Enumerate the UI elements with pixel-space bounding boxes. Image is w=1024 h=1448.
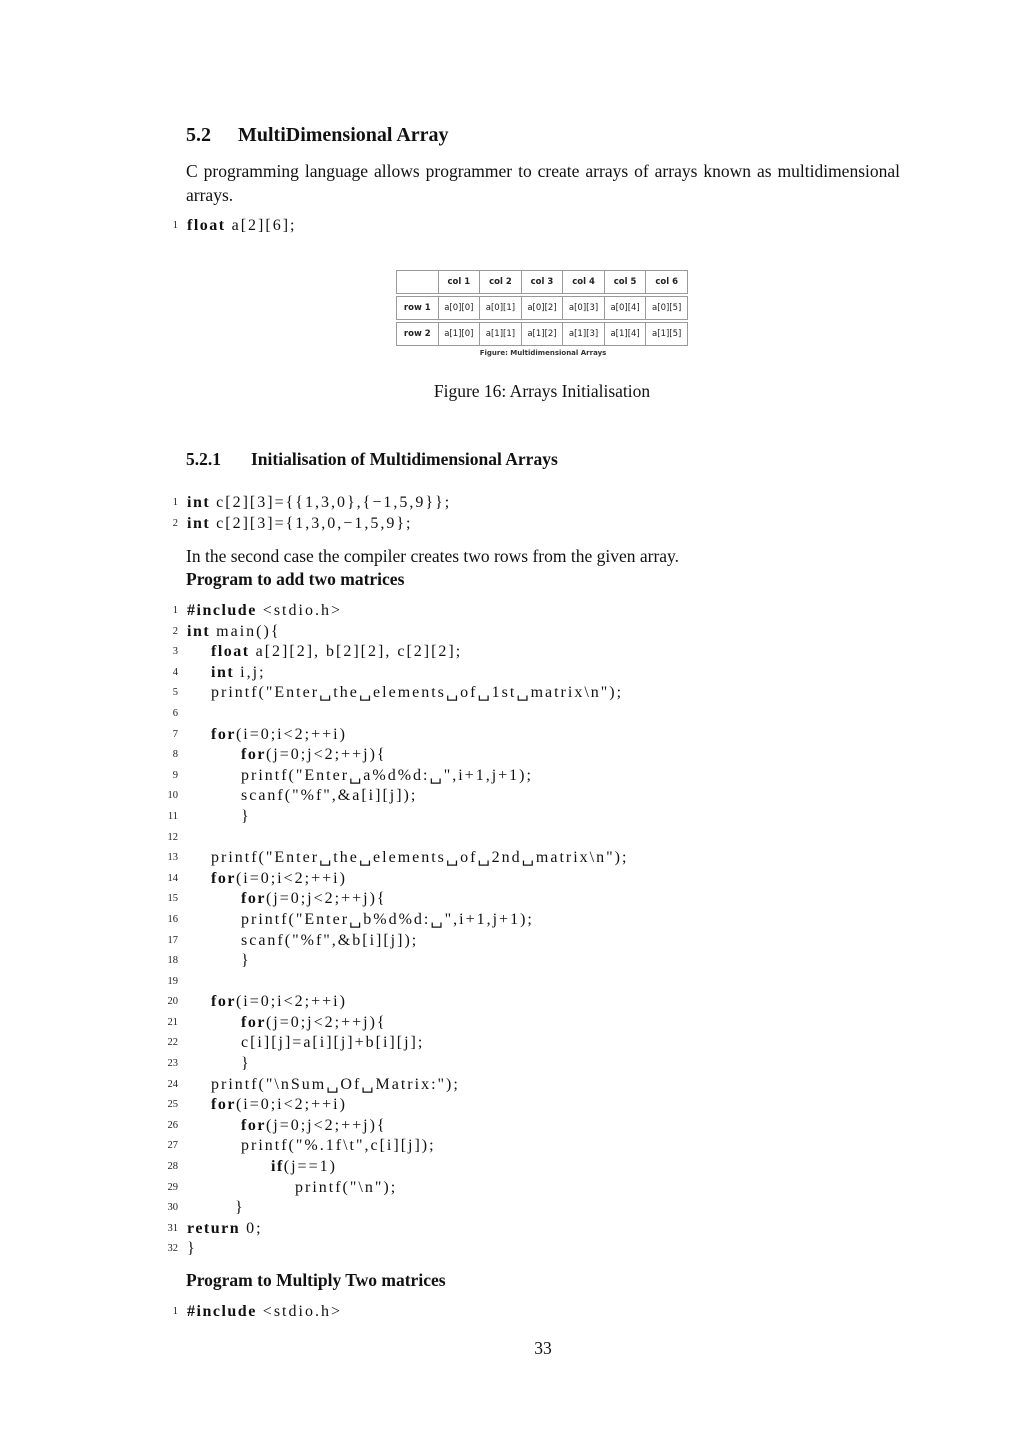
code-text (187, 514, 412, 535)
line-number: 13 (167, 852, 178, 864)
intro-paragraph: C programming language allows programmer to create arrays of arrays known as multidimensional arrays. (186, 161, 900, 205)
code-line (160, 1136, 920, 1157)
code-line (160, 848, 920, 869)
code-content: } (235, 1199, 245, 1217)
code-content: 0; (240, 1219, 263, 1237)
code-keyword: for (241, 746, 266, 764)
code-keyword: int (187, 494, 211, 511)
code-keyword: for (241, 890, 266, 908)
code-keyword: int (211, 663, 235, 681)
table-cell: a[1][0] (438, 323, 480, 346)
code-content: main(){ (210, 622, 281, 640)
code-listing-add-matrices (160, 601, 920, 1260)
table-row (397, 297, 688, 320)
line-number: 1 (172, 497, 178, 508)
figure-caption: Figure 16: Arrays Initialisation (433, 381, 651, 401)
code-line (160, 704, 920, 725)
figure-inner-caption: Figure: Multidimensional Arrays (479, 349, 607, 357)
section-number: 5.2 (186, 124, 211, 146)
code-line (160, 1013, 920, 1034)
page-number: 33 (534, 1338, 552, 1358)
code-keyword: for (211, 993, 236, 1011)
code-text (187, 1116, 387, 1137)
table-cell: a[0][4] (604, 297, 646, 320)
code-text (187, 601, 342, 622)
code-line (160, 1178, 920, 1199)
table-header-cell (397, 271, 439, 294)
code-content: (i=0;i<2;++i) (235, 1096, 347, 1114)
code-keyword: int (187, 514, 211, 532)
code-content: (j=0;j<2;++j){ (265, 746, 387, 764)
line-number: 1 (172, 1306, 178, 1317)
code-line (160, 493, 920, 514)
code-text (187, 1095, 347, 1116)
code-line (160, 1075, 920, 1096)
line-number: 11 (167, 810, 178, 822)
code-keyword: float (211, 643, 250, 661)
table-header-cell: col 4 (563, 271, 605, 294)
table-cell: a[0][1] (480, 297, 522, 320)
line-number: 30 (167, 1202, 178, 1214)
code-content: printf("\nSum␣Of␣Matrix:"); (211, 1075, 460, 1093)
code-text (187, 931, 418, 952)
code-content: c[2][3]={1,3,0,−1,5,9}; (210, 514, 413, 532)
table-cell: a[0][5] (646, 297, 688, 320)
code-content: (i=0;i<2;++i) (235, 725, 347, 743)
line-number: 2 (172, 517, 178, 529)
code-text (187, 1033, 424, 1054)
code-line (160, 1157, 920, 1178)
code-content: (j=0;j<2;++j){ (265, 1116, 387, 1134)
line-number: 2 (172, 625, 178, 637)
code-line (160, 807, 920, 828)
code-line (160, 622, 920, 643)
code-content: a[2][6]; (225, 217, 297, 234)
array-layout-table (396, 270, 688, 346)
program-add-heading: Program to add two matrices (186, 569, 405, 589)
code-text (187, 1239, 197, 1260)
code-text (187, 786, 417, 807)
table-header-cell: col 5 (604, 271, 646, 294)
code-line (160, 828, 920, 849)
code-content: (i=0;i<2;++i) (235, 993, 347, 1011)
line-number: 5 (172, 687, 178, 699)
code-keyword: for (211, 869, 236, 887)
section-title: MultiDimensional Array (238, 124, 449, 146)
code-keyword: #include (187, 1303, 257, 1320)
line-number: 24 (167, 1078, 178, 1090)
line-number: 18 (167, 955, 178, 967)
code-keyword: #include (187, 602, 257, 619)
code-content: (j=0;j<2;++j){ (265, 1013, 387, 1031)
code-keyword: for (241, 1013, 266, 1031)
code-text (187, 1075, 460, 1096)
line-number: 21 (167, 1016, 178, 1028)
code-line (160, 1219, 920, 1240)
code-line (160, 683, 920, 704)
code-text (187, 1198, 245, 1219)
line-number: 20 (167, 996, 178, 1008)
table-cell: a[1][1] (480, 323, 522, 346)
code-line (160, 1302, 920, 1323)
line-number: 17 (167, 934, 178, 946)
code-text (187, 951, 251, 972)
program-multiply-heading: Program to Multiply Two matrices (186, 1270, 446, 1290)
line-number: 16 (167, 913, 178, 925)
code-line (160, 216, 920, 237)
line-number: 8 (172, 749, 178, 761)
line-number: 4 (172, 666, 178, 678)
line-number: 25 (167, 1099, 178, 1111)
code-text (187, 642, 462, 663)
code-content: printf("Enter␣the␣elements␣of␣1st␣matrix\n"); (211, 684, 624, 702)
multidimensional-array-figure (396, 270, 690, 360)
table-cell: a[1][4] (604, 323, 646, 346)
code-keyword: if (271, 1158, 284, 1176)
line-number: 1 (172, 605, 178, 616)
line-number: 1 (172, 220, 178, 231)
code-text (187, 807, 251, 828)
code-text (187, 1178, 397, 1199)
code-line (160, 992, 920, 1013)
line-number: 9 (172, 769, 178, 781)
code-line (160, 725, 920, 746)
code-keyword: float (187, 217, 226, 234)
line-number: 28 (167, 1161, 178, 1173)
code-listing-multiply-matrices (160, 1302, 920, 1323)
code-line (160, 1033, 920, 1054)
code-content: (i=0;i<2;++i) (235, 869, 347, 887)
table-row-label: row 1 (397, 297, 439, 320)
code-line (160, 931, 920, 952)
code-content: scanf("%f",&a[i][j]); (241, 787, 418, 805)
code-listing-declaration (160, 216, 920, 237)
subsection-number: 5.2.1 (186, 449, 221, 469)
code-line (160, 745, 920, 766)
table-cell: a[1][2] (521, 323, 563, 346)
code-line (160, 1095, 920, 1116)
code-keyword: int (187, 622, 211, 640)
code-content: } (241, 1055, 251, 1073)
code-line (160, 1054, 920, 1075)
line-number: 3 (172, 646, 178, 658)
code-text (187, 1302, 342, 1323)
code-text (187, 1157, 337, 1178)
code-content: c[2][3]={{1,3,0},{−1,5,9}}; (210, 494, 452, 511)
code-text (187, 992, 347, 1013)
code-text (187, 1219, 263, 1240)
code-text (187, 725, 347, 746)
line-number: 31 (167, 1222, 178, 1234)
explanation-paragraph: In the second case the compiler creates two rows from the given array. (186, 546, 680, 566)
line-number: 7 (172, 728, 178, 740)
line-number: 22 (167, 1037, 178, 1049)
code-text (187, 1136, 436, 1157)
code-text (187, 1013, 387, 1034)
line-number: 15 (167, 893, 178, 905)
code-line (160, 514, 920, 535)
code-text (187, 889, 387, 910)
code-content: printf("Enter␣the␣elements␣of␣2nd␣matrix\n"); (211, 849, 629, 867)
code-content: c[i][j]=a[i][j]+b[i][j]; (241, 1034, 425, 1052)
code-content: printf("%.1f\t",c[i][j]); (241, 1137, 436, 1155)
code-line (160, 766, 920, 787)
code-keyword: for (211, 1096, 236, 1114)
subsection-heading (186, 449, 558, 470)
line-number: 19 (167, 975, 178, 987)
line-number: 29 (167, 1181, 178, 1193)
line-number: 26 (167, 1119, 178, 1131)
code-content: <stdio.h> (256, 602, 342, 619)
subsection-title: Initialisation of Multidimensional Arrays (251, 449, 558, 469)
code-content: a[2][2], b[2][2], c[2][2]; (249, 643, 463, 661)
code-listing-initialisation (160, 493, 920, 534)
table-row (397, 323, 688, 346)
table-header-cell: col 3 (521, 271, 563, 294)
code-text (187, 869, 347, 890)
table-cell: a[0][3] (563, 297, 605, 320)
line-number: 32 (167, 1243, 178, 1255)
code-content: (j=0;j<2;++j){ (265, 890, 387, 908)
code-content: } (187, 1240, 197, 1258)
table-header-row (397, 271, 688, 294)
code-content: i,j; (234, 663, 266, 681)
code-text (187, 493, 451, 514)
code-line (160, 786, 920, 807)
code-content: scanf("%f",&b[i][j]); (241, 931, 419, 949)
code-text (187, 766, 533, 787)
code-line (160, 972, 920, 993)
code-content: printf("Enter␣a%d%d:␣",i+1,j+1); (241, 766, 533, 784)
line-number: 23 (167, 1058, 178, 1070)
code-line (160, 1198, 920, 1219)
code-content: } (241, 807, 251, 825)
code-text (187, 683, 623, 704)
code-line (160, 663, 920, 684)
code-line (160, 869, 920, 890)
code-line (160, 910, 920, 931)
code-line (160, 601, 920, 622)
line-number: 12 (167, 831, 178, 843)
code-content: <stdio.h> (256, 1303, 342, 1320)
code-line (160, 1239, 920, 1260)
code-text (187, 848, 628, 869)
code-text (187, 216, 296, 237)
code-content: (j==1) (283, 1158, 337, 1176)
section-heading (186, 124, 449, 147)
table-cell: a[1][5] (646, 323, 688, 346)
code-keyword: for (241, 1116, 266, 1134)
code-text (187, 745, 387, 766)
code-line (160, 642, 920, 663)
table-header-cell: col 6 (646, 271, 688, 294)
line-number: 10 (167, 790, 178, 802)
code-content: printf("\n"); (295, 1178, 398, 1196)
line-number: 14 (167, 872, 178, 884)
code-text (187, 1054, 251, 1075)
code-line (160, 889, 920, 910)
code-content: printf("Enter␣b%d%d:␣",i+1,j+1); (241, 910, 534, 928)
code-line (160, 1116, 920, 1137)
table-row-label: row 2 (397, 323, 439, 346)
code-text (187, 622, 281, 643)
line-number: 27 (167, 1140, 178, 1152)
code-keyword: return (187, 1219, 241, 1237)
code-line (160, 951, 920, 972)
table-cell: a[0][2] (521, 297, 563, 320)
table-cell: a[1][3] (563, 323, 605, 346)
table-cell: a[0][0] (438, 297, 480, 320)
table-header-cell: col 1 (438, 271, 480, 294)
line-number: 6 (172, 707, 178, 719)
table-header-cell: col 2 (480, 271, 522, 294)
code-text (187, 663, 266, 684)
code-content: } (241, 952, 251, 970)
code-text (187, 910, 534, 931)
code-keyword: for (211, 725, 236, 743)
